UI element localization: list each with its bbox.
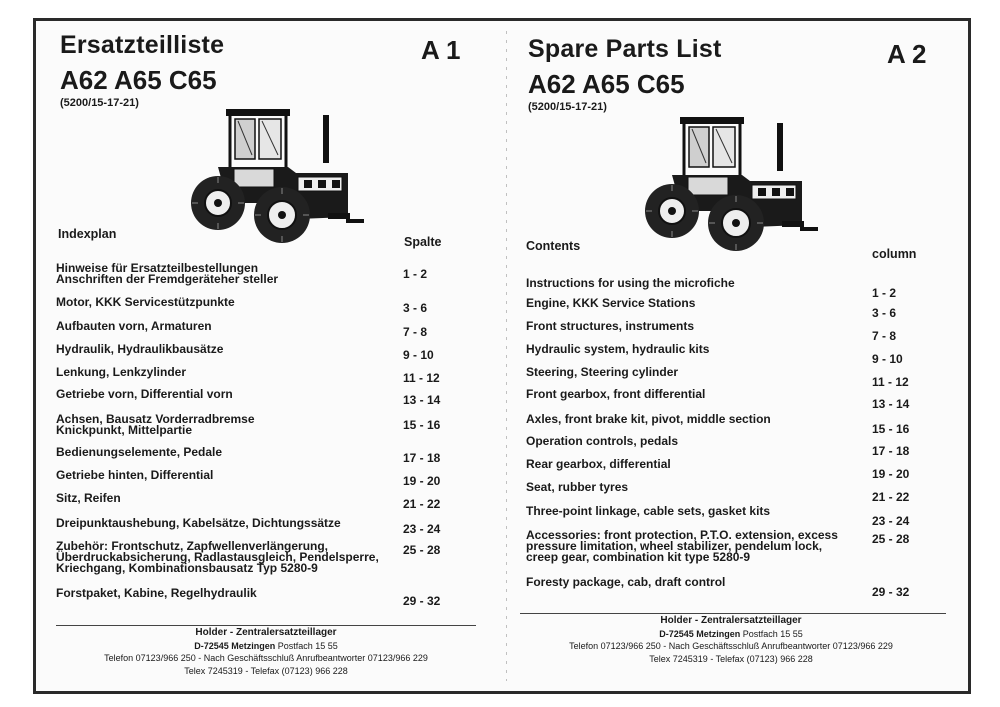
row-column-range: 25 - 28 xyxy=(403,543,441,557)
row-label: Engine, KKK Service Stations xyxy=(526,296,696,310)
index-heading: Contents xyxy=(526,239,581,253)
row-label: Forstpaket, Kabine, Regelhydraulik xyxy=(56,586,257,600)
company-name: Holder - Zentralersatzteillager xyxy=(195,627,337,638)
column-heading: Spalte xyxy=(404,235,442,249)
row-column-range: 23 - 24 xyxy=(403,522,441,536)
row-column-range: 13 - 14 xyxy=(872,397,910,411)
row-label: Axles, front brake kit, pivot, middle section xyxy=(526,412,771,426)
row-label: pressure limitation, wheel stabilizer, pendelum lock, xyxy=(526,539,823,553)
company-postbox: Postfach 15 55 xyxy=(742,628,803,639)
row-column-range: 7 - 8 xyxy=(403,325,428,339)
row-label: Achsen, Bausatz Vorderradbremse xyxy=(56,412,255,426)
row-column-range: 17 - 18 xyxy=(872,444,910,458)
row-label: Instructions for using the microfiche xyxy=(526,276,735,290)
company-telex: Telex 7245319 - Telefax (07123) 966 228 xyxy=(649,653,813,664)
row-label: Front structures, instruments xyxy=(526,319,695,333)
footer-divider xyxy=(56,625,476,626)
company-name: Holder - Zentralersatzteillager xyxy=(660,615,802,626)
row-column-range: 11 - 12 xyxy=(403,371,440,385)
page-title: Ersatzteilliste xyxy=(60,31,225,59)
row-column-range: 9 - 10 xyxy=(872,352,903,366)
row-label: Accessories: front protection, P.T.O. extension, excess xyxy=(526,528,838,542)
row-column-range: 7 - 8 xyxy=(872,329,897,343)
tractor-illustration xyxy=(632,115,822,255)
row-label: Steering, Steering cylinder xyxy=(526,365,679,379)
company-footer xyxy=(536,615,926,665)
row-label: Getriebe hinten, Differential xyxy=(56,468,214,482)
row-label: Operation controls, pedals xyxy=(526,434,679,448)
page-badge: A 1 xyxy=(421,35,461,65)
company-city: D-72545 Metzingen xyxy=(659,628,741,639)
row-label: Überdruckabsicherung, Radlastausgleich, Pendelsperre, xyxy=(56,550,379,564)
model-code: (5200/15-17-21) xyxy=(528,101,607,113)
row-label: Hydraulic system, hydraulic kits xyxy=(526,342,710,356)
row-label: Foresty package, cab, draft control xyxy=(526,575,726,589)
page-badge: A 2 xyxy=(887,39,927,69)
page-title: Spare Parts List xyxy=(528,35,722,63)
company-postbox: Postfach 15 55 xyxy=(277,640,338,651)
row-label: Seat, rubber tyres xyxy=(526,480,629,494)
row-label: Hydraulik, Hydraulikbausätze xyxy=(56,342,224,356)
row-label: Front gearbox, front differential xyxy=(526,387,706,401)
row-column-range: 29 - 32 xyxy=(872,585,910,599)
german-column xyxy=(36,21,506,691)
row-column-range: 11 - 12 xyxy=(872,375,909,389)
row-label: Bedienungselemente, Pedale xyxy=(56,445,223,459)
row-column-range: 21 - 22 xyxy=(872,490,910,504)
row-label: Dreipunktaushebung, Kabelsätze, Dichtungssätze xyxy=(56,516,341,530)
row-column-range: 19 - 20 xyxy=(872,467,910,481)
index-heading: Indexplan xyxy=(58,227,117,241)
row-label: Kriechgang, Kombinationsbausatz Typ 5280-9 xyxy=(56,561,318,575)
row-column-range: 15 - 16 xyxy=(872,422,910,436)
row-label: creep gear, combination kit type 5280-9 xyxy=(526,550,751,564)
row-label: Anschriften der Fremdgeräteher steller xyxy=(56,272,279,286)
row-column-range: 13 - 14 xyxy=(403,393,441,407)
row-label: Three-point linkage, cable sets, gasket kits xyxy=(526,504,771,518)
company-city: D-72545 Metzingen xyxy=(194,640,276,651)
row-column-range: 23 - 24 xyxy=(872,514,910,528)
row-label: Motor, KKK Servicestützpunkte xyxy=(56,295,235,309)
row-column-range: 3 - 6 xyxy=(403,301,428,315)
row-column-range: 21 - 22 xyxy=(403,497,441,511)
footer-divider xyxy=(520,613,946,614)
company-footer xyxy=(76,627,456,677)
row-label: Zubehör: Frontschutz, Zapfwellenverlängerung, xyxy=(56,539,329,553)
company-telex: Telex 7245319 - Telefax (07123) 966 228 xyxy=(184,665,348,676)
column-heading: column xyxy=(872,247,917,261)
row-label: Lenkung, Lenkzylinder xyxy=(56,365,187,379)
model-code: (5200/15-17-21) xyxy=(60,97,139,109)
row-label: Rear gearbox, differential xyxy=(526,457,671,471)
company-phone: Telefon 07123/966 250 - Nach Geschäftsschluß Anrufbeantworter 07123/966 229 xyxy=(104,653,428,663)
row-label: Hinweise für Ersatzteilbestellungen xyxy=(56,261,259,275)
row-label: Knickpunkt, Mittelpartie xyxy=(56,423,193,437)
row-column-range: 17 - 18 xyxy=(403,451,441,465)
row-label: Sitz, Reifen xyxy=(56,491,121,505)
row-column-range: 25 - 28 xyxy=(872,532,910,546)
tractor-illustration xyxy=(178,107,368,247)
model-list: A62 A65 C65 xyxy=(60,65,217,95)
company-phone: Telefon 07123/966 250 - Nach Geschäftsschluß Anrufbeantworter 07123/966 229 xyxy=(569,641,893,651)
english-column xyxy=(506,21,971,691)
row-column-range: 15 - 16 xyxy=(403,418,441,432)
row-column-range: 3 - 6 xyxy=(872,306,897,320)
row-column-range: 9 - 10 xyxy=(403,348,434,362)
row-column-range: 1 - 2 xyxy=(872,286,897,300)
row-column-range: 1 - 2 xyxy=(403,267,428,281)
row-column-range: 29 - 32 xyxy=(403,594,441,608)
model-list: A62 A65 C65 xyxy=(528,69,685,99)
row-label: Aufbauten vorn, Armaturen xyxy=(56,319,212,333)
parts-list-sheet xyxy=(33,18,971,694)
row-column-range: 19 - 20 xyxy=(403,474,441,488)
row-label: Getriebe vorn, Differential vorn xyxy=(56,387,233,401)
